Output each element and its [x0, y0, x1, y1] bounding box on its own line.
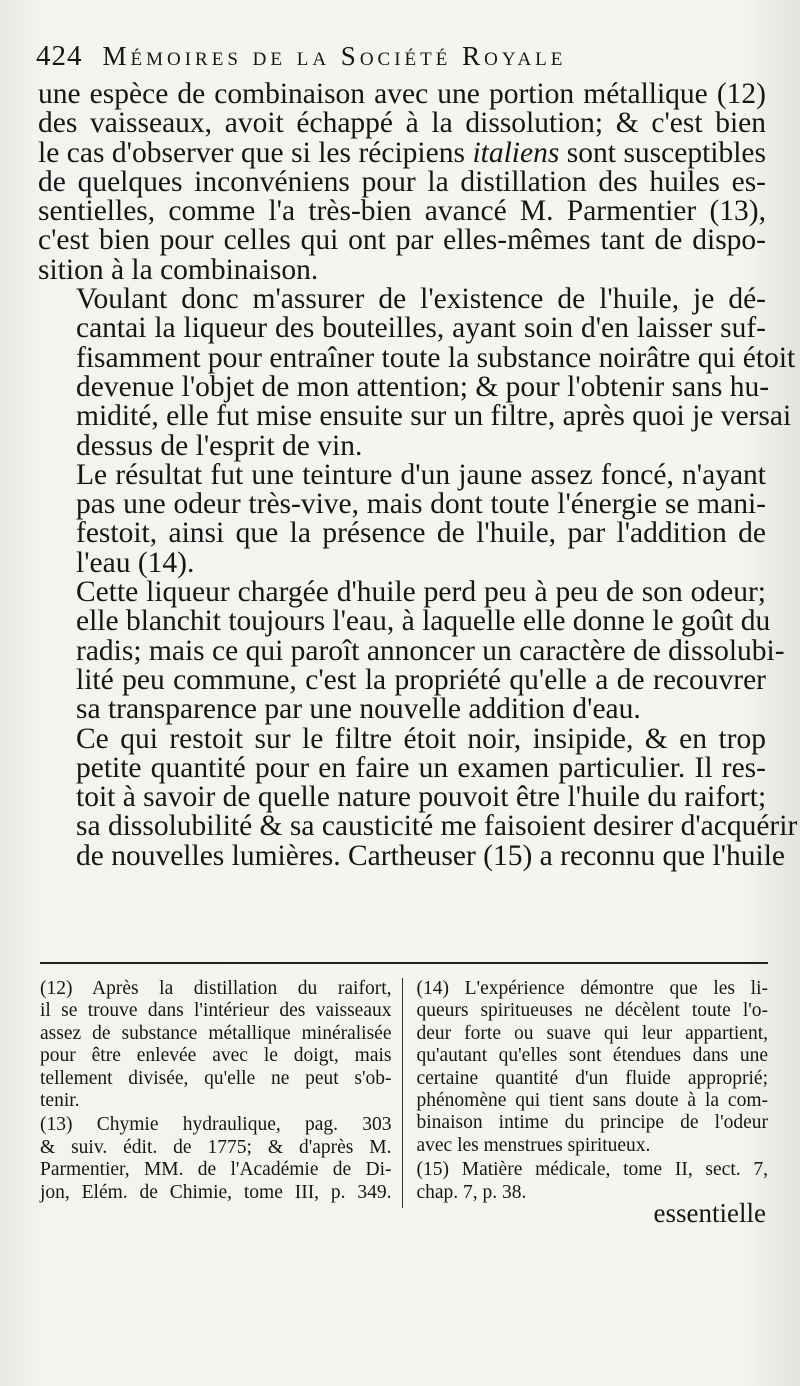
text-line: lité peu commune, c'est la propriété qu'elle a de recouvrer — [76, 663, 766, 696]
text-line: l'eau (14). — [76, 546, 195, 579]
footnote-line: (12) Après la distillation du raifort, — [40, 978, 392, 999]
footnote-line: il se trouve dans l'intérieur des vaisseaux — [40, 1000, 392, 1022]
text-line: cantai la liqueur des bouteilles, ayant soin d'en laisser suf- — [76, 312, 766, 345]
paragraph-2 — [38, 283, 796, 462]
footnote-line: (15) Matière médicale, tome II, sect. 7, — [416, 1159, 768, 1181]
footnote-line: chap. 7, p. 38. — [416, 1181, 527, 1203]
main-text — [38, 78, 798, 872]
text-line: sa dissolubilité & sa causticité me faisoient desirer d'acquérir — [76, 810, 798, 843]
footnote-line: queurs spiritueuses ne décèlent toute l'o- — [416, 1000, 768, 1022]
text-line: petite quantité pour en faire un examen particulier. Il res- — [76, 751, 766, 784]
footnote-line: (14) L'expérience démontre que les li- — [416, 978, 768, 999]
paragraph-5 — [38, 722, 798, 872]
text-line: une espèce de combinaison avec une portion métallique (12) — [38, 78, 766, 110]
footnote-line: (13) Chymie hydraulique, pag. 303 — [40, 1114, 392, 1136]
text-line: c'est bien pour celles qui ont par elles-mêmes tant de dispo- — [38, 224, 766, 257]
paragraph-3 — [38, 458, 766, 579]
text-line: de nouvelles lumières. Cartheuser (15) a reconnu que l'huile — [76, 839, 785, 872]
text-line: des vaisseaux, avoit échappé à la dissolution; & c'est bien — [38, 107, 766, 140]
paragraph-1 — [38, 80, 766, 285]
text-line: pas une odeur très-vive, mais dont toute l'énergie se mani- — [76, 488, 766, 521]
text-line: Le résultat fut une teinture d'un jaune assez foncé, n'ayant — [76, 458, 766, 491]
footnote-14 — [417, 978, 769, 1157]
text-line: de quelques inconvéniens pour la distillation des huiles es- — [38, 165, 766, 198]
page-number: 424 — [36, 40, 83, 72]
text-line: sa transparence par une nouvelle addition d'eau. — [76, 693, 641, 726]
footnote-line: deur forte ou suave qui leur appartient, — [416, 1022, 768, 1044]
footnotes — [40, 978, 768, 1208]
text-line: elle blanchit toujours l'eau, à laquelle elle donne le goût du — [76, 605, 771, 638]
footnote-line: binaison intime du principe de l'odeur — [416, 1112, 768, 1134]
catchword: essentielle — [653, 1198, 766, 1228]
footnote-line: avec les menstrues spiritueux. — [416, 1134, 651, 1156]
text-line: Ce qui restoit sur le filtre étoit noir, insipide, & en trop — [76, 722, 766, 755]
text-line: Voulant donc m'assurer de l'existence de l'huile, je dé- — [76, 283, 766, 316]
text-line: devenue l'objet de mon attention; & pour l'obtenir sans hu- — [76, 370, 770, 403]
text-line: sentielles, comme l'a très-bien avancé M. Parmentier (13), — [38, 195, 766, 228]
footnote-line: & suiv. édit. de 1775; & d'après M. — [40, 1136, 392, 1158]
footnote-line: Parmentier, MM. de l'Académie de Di- — [40, 1159, 392, 1181]
footnote-13 — [40, 1114, 392, 1204]
text-line: le cas d'observer que si les récipiens italiens sont susceptibles — [38, 136, 767, 169]
footnote-line: phénomène qui tient sans doute à la com- — [416, 1090, 768, 1112]
text-line: midité, elle fut mise ensuite sur un filtre, après quoi je versai — [76, 400, 792, 433]
text-line: dessus de l'esprit de vin. — [76, 429, 363, 462]
footnote-line: tellement divisée, qu'elle ne peut s'ob- — [40, 1067, 392, 1089]
text-line: fisamment pour entraîner toute la substance noirâtre qui étoit — [76, 341, 796, 374]
footnote-rule — [40, 962, 768, 964]
page-header — [36, 40, 756, 80]
footnote-line: jon, Elém. de Chimie, tome III, p. 349. — [40, 1181, 392, 1203]
text-line: festoit, ainsi que la présence de l'huile, par l'addition de — [76, 517, 766, 550]
paragraph-4 — [38, 576, 785, 726]
footnote-line: tenir. — [40, 1090, 80, 1112]
text-line: radis; mais ce qui paroît annoncer un caractère de dissolubi- — [76, 634, 785, 667]
footnotes-right-column — [403, 978, 769, 1208]
running-head: Mémoires de la Société Royale — [102, 41, 567, 71]
footnotes-left-column — [40, 978, 403, 1208]
text-line: sition à la combinaison. — [38, 253, 319, 286]
footnote-line: assez de substance métallique minéralisée — [40, 1022, 392, 1044]
italic-word: italiens — [472, 136, 560, 169]
footnote-line: pour être enlevée avec le doigt, mais — [40, 1045, 392, 1067]
footnote-line: qu'autant qu'elles sont étendues dans une — [416, 1045, 768, 1067]
text-line: toit à savoir de quelle nature pouvoit être l'huile du raifort; — [76, 781, 767, 814]
text-line: Cette liqueur chargée d'huile perd peu à peu de son odeur; — [76, 576, 766, 609]
footnote-line: certaine quantité d'un fluide approprié; — [416, 1067, 768, 1089]
footnote-12 — [40, 978, 392, 1112]
